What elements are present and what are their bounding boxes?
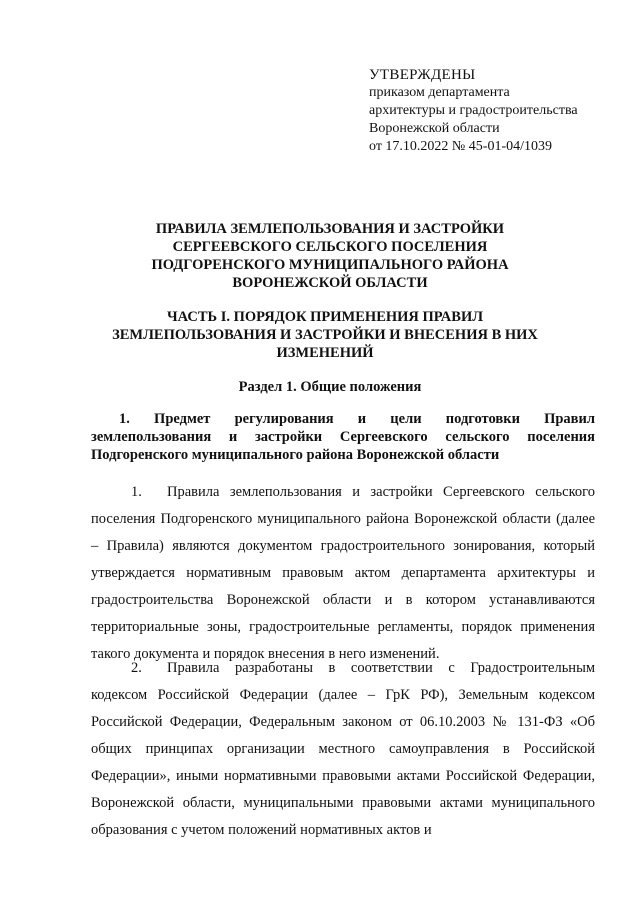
subsection-number: 1. bbox=[119, 411, 130, 427]
title-line: ВОРОНЕЖСКОЙ ОБЛАСТИ bbox=[232, 275, 428, 291]
title-line: СЕРГЕЕВСКОГО СЕЛЬСКОГО ПОСЕЛЕНИЯ bbox=[172, 239, 488, 255]
approval-stamp bbox=[369, 66, 578, 156]
approval-line: архитектуры и градостроительства bbox=[369, 103, 578, 118]
subsection-heading bbox=[91, 410, 595, 464]
paragraph-text: Правила разработаны в соответствии с Градостроительным кодексом Российской Федерации (далее – ГрК РФ), Земельным кодексом Российской Федерации, Федеральным законом от 06.10.2003 № 131-ФЗ «Об общих принципах организации местного самоуправления в Российской Федерации», иными нормативными правовыми актами Российской Федерации, Воронежской области, муниципальными правовыми актами муниципального образования с учетом положений нормативных актов и bbox=[91, 660, 595, 838]
paragraph bbox=[91, 655, 595, 844]
paragraph-number: 2. bbox=[131, 660, 142, 676]
paragraph-text: Правила землепользования и застройки Сергеевского сельского поселения Подгоренского муниципального района Воронежской области (далее – Правила) являются документом градостроительного зонирования, который утверждается нормативным правовым актом департамента архитектуры и градостроительства Воронежской области и в котором устанавливаются территориальные зоны, градостроительные регламенты, порядок применения такого документа и порядок внесения в него изменений. bbox=[91, 484, 595, 662]
approval-line: приказом департамента bbox=[369, 85, 510, 100]
paragraph bbox=[91, 479, 595, 668]
approval-date-line: от 17.10.2022 № 45-01-04/1039 bbox=[369, 139, 553, 154]
approval-line: Воронежской области bbox=[369, 121, 500, 136]
paragraph-number: 1. bbox=[131, 484, 142, 500]
section-heading: Раздел 1. Общие положения bbox=[238, 379, 422, 395]
title-line: ПРАВИЛА ЗЕМЛЕПОЛЬЗОВАНИЯ И ЗАСТРОЙКИ bbox=[155, 221, 505, 237]
subsection-text: Предмет регулирования и цели подготовки Правил землепользования и застройки Сергеевского сельского поселения Подгоренского муниципального района Воронежской области bbox=[91, 411, 595, 463]
approval-heading: УТВЕРЖДЕНЫ bbox=[369, 67, 476, 83]
document-title bbox=[40, 220, 620, 292]
title-line: ПОДГОРЕНСКОГО МУНИЦИПАЛЬНОГО РАЙОНА bbox=[151, 257, 509, 273]
part-heading: ЧАСТЬ I. ПОРЯДОК ПРИМЕНЕНИЯ ПРАВИЛ ЗЕМЛЕПОЛЬЗОВАНИЯ И ЗАСТРОЙКИ И ВНЕСЕНИЯ В НИХ ИЗМЕНЕНИЙ bbox=[112, 309, 538, 361]
